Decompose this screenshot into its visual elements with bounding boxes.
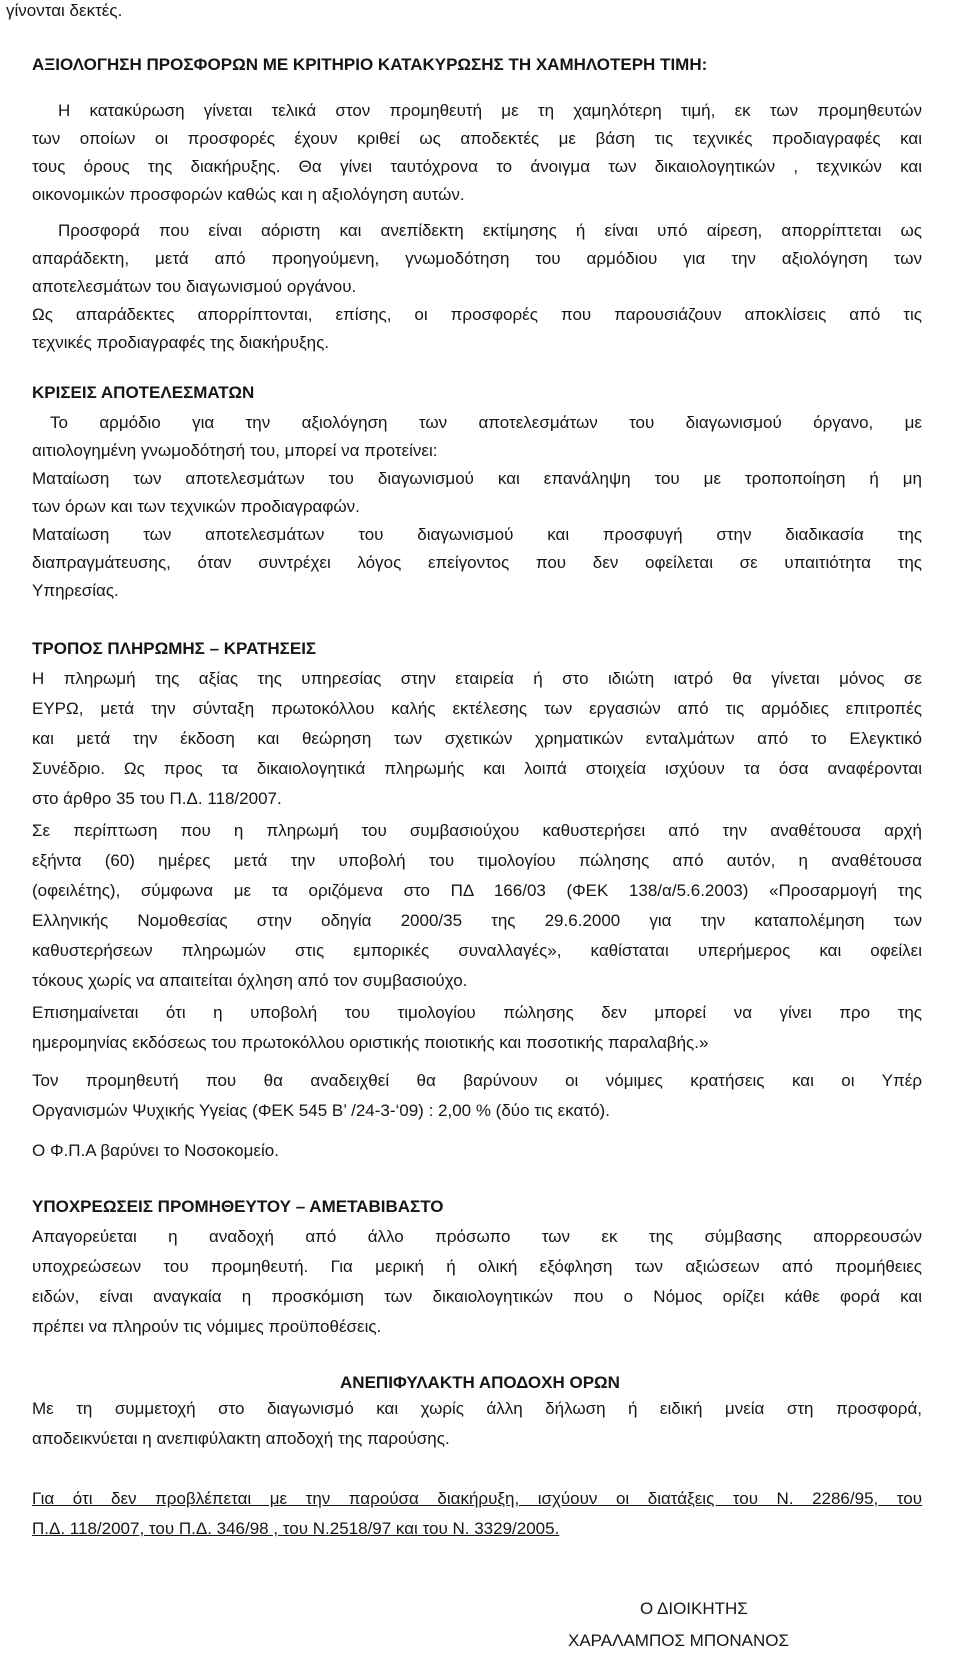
heading-acceptance: ΑΝΕΠΙΦΥΛΑΚΤΗ ΑΠΟΔΟΧΗ ΟΡΩΝ: [340, 1373, 620, 1392]
paragraph-line: και μετά την έκδοση και θεώρηση των σχετικών χρηματικών ενταλμάτων από το Ελεγκτικό: [32, 729, 922, 748]
paragraph-line: υποχρεώσεων του προμηθευτή. Για μερική ή ολική εξόφληση των αξιώσεων από προμήθειες: [32, 1257, 922, 1276]
paragraph-line: Συνέδριο. Ως προς τα δικαιολογητικά πληρωμής και λοιπά στοιχεία ισχύουν τα όσα αναφέρονται: [32, 759, 922, 778]
closing-note-line: Για ότι δεν προβλέπεται με την παρούσα διακήρυξη, ισχύουν οι διατάξεις του Ν. 2286/95, του: [32, 1489, 922, 1508]
paragraph-line: (οφειλέτης), σύμφωνα με τα οριζόμενα στο ΠΔ 166/03 (ΦΕΚ 138/α/5.6.2003) «Προσαρμογή της: [32, 881, 922, 900]
paragraph-line: Επισημαίνεται ότι η υποβολή του τιμολογίου πώλησης δεν μπορεί να γίνει προ της: [32, 1003, 922, 1022]
paragraph-line: των οποίων οι προσφορές έχουν κριθεί ως αποδεκτές με βάση τις τεχνικές προδιαγραφές και: [32, 129, 922, 148]
signature-title: Ο ΔΙΟΙΚΗΤΗΣ: [640, 1599, 748, 1618]
paragraph-line: στο άρθρο 35 του Π.Δ. 118/2007.: [32, 789, 282, 808]
paragraph-line: Ο Φ.Π.Α βαρύνει το Νοσοκομείο.: [32, 1141, 279, 1160]
paragraph-line: ΕΥΡΩ, μετά την σύνταξη πρωτοκόλλου καλής εκτέλεσης των εργασιών από τις αρμόδιες επιτροπές: [32, 699, 922, 718]
paragraph-line: τόκους χωρίς να απαιτείται όχληση από τον συμβασιούχο.: [32, 971, 468, 990]
paragraph-line: τους όρους της διακήρυξης. Θα γίνει ταυτόχρονα το άνοιγμα των δικαιολογητικών , τεχνικών και: [32, 157, 922, 176]
paragraph-line: Ως απαράδεκτες απορρίπτονται, επίσης, οι προσφορές που παρουσιάζουν αποκλίσεις από τις: [32, 305, 922, 324]
paragraph-line: Με τη συμμετοχή στο διαγωνισμό και χωρίς άλλη δήλωση ή ειδική μνεία στη προσφορά,: [32, 1399, 922, 1418]
paragraph-line: αποδεικνύεται η ανεπιφύλακτη αποδοχή της παρούσης.: [32, 1429, 450, 1448]
paragraph-line: Ελληνικής Νομοθεσίας στην οδηγία 2000/35 της 29.6.2000 για την καταπολέμηση των: [32, 911, 922, 930]
heading-lowest-price: ΑΞΙΟΛΟΓΗΣΗ ΠΡΟΣΦΟΡΩΝ ΜΕ ΚΡΙΤΗΡΙΟ ΚΑΤΑΚΥΡΩΣΗΣ ΤΗ ΧΑΜΗΛΟΤΕΡΗ ΤΙΜΗ:: [32, 55, 708, 74]
paragraph-line: ημερομηνίας εκδόσεως του πρωτοκόλλου οριστικής ποιοτικής και ποσοτικής παραλαβής.»: [32, 1033, 709, 1052]
paragraph-line: Οργανισμών Ψυχικής Υγείας (ΦΕΚ 545 Β’ /24-3-‘09) : 2,00 % (δύο τις εκατό).: [32, 1101, 610, 1120]
paragraph-line: καθυστερήσεων πληρωμών στις εμπορικές συναλλαγές», καθίσταται υπερήμερος και οφείλει: [32, 941, 922, 960]
paragraph-line: Σε περίπτωση που η πληρωμή του συμβασιούχου καθυστερήσει από την αναθέτουσα αρχή: [32, 821, 922, 840]
paragraph-line: Απαγορεύεται η αναδοχή από άλλο πρόσωπο των εκ της σύμβασης απορρεουσών: [32, 1227, 922, 1246]
paragraph-line: Προσφορά που είναι αόριστη και ανεπίδεκτη εκτίμησης ή είναι υπό αίρεση, απορρίπτεται ως: [58, 221, 922, 240]
paragraph-line: Ματαίωση των αποτελεσμάτων του διαγωνισμού και προσφυγή στην διαδικασία της: [32, 525, 922, 544]
paragraph-line: των όρων και των τεχνικών προδιαγραφών.: [32, 497, 360, 516]
paragraph-line: εξήντα (60) ημέρες μετά την υποβολή του τιμολογίου πώλησης από αυτόν, η αναθέτουσα: [32, 851, 922, 870]
paragraph-line: ειδών, είναι αναγκαία η προσκόμιση των δικαιολογητικών που ο Νόμος ορίζει κάθε φορά και: [32, 1287, 922, 1306]
intro-tail: γίνονται δεκτές.: [6, 1, 123, 20]
heading-payment: ΤΡΟΠΟΣ ΠΛΗΡΩΜΗΣ – ΚΡΑΤΗΣΕΙΣ: [32, 639, 317, 658]
paragraph-line: απαράδεκτη, μετά από προηγούμενη, γνωμοδότηση του αρμόδιου για την αξιολόγηση των: [32, 249, 922, 268]
paragraph-line: Ματαίωση των αποτελεσμάτων του διαγωνισμού και επανάληψη του με τροποποίηση ή μη: [32, 469, 922, 488]
paragraph-line: Υπηρεσίας.: [32, 581, 119, 600]
signature-name: ΧΑΡΑΛΑΜΠΟΣ ΜΠΟΝΑΝΟΣ: [568, 1631, 789, 1650]
closing-note-line: Π.Δ. 118/2007, του Π.Δ. 346/98 , του Ν.2518/97 και του Ν. 3329/2005.: [32, 1519, 560, 1538]
paragraph-line: διαπραγμάτευσης, όταν συντρέχει λόγος επείγοντος που δεν οφείλεται σε υπαιτιότητα της: [32, 553, 922, 572]
paragraph-line: Η κατακύρωση γίνεται τελικά στον προμηθευτή με τη χαμηλότερη τιμή, εκ των προμηθευτών: [58, 101, 922, 120]
paragraph-line: Η πληρωμή της αξίας της υπηρεσίας στην εταιρεία ή στο ιδιώτη ιατρό θα γίνεται μόνος σε: [32, 669, 922, 688]
paragraph-line: αιτιολογημένη γνωμοδότησή του, μπορεί να προτείνει:: [32, 441, 438, 460]
paragraph-line: πρέπει να πληρούν τις νόμιμες προϋποθέσεις.: [32, 1317, 382, 1336]
paragraph-line: αποτελεσμάτων του διαγωνισμού οργάνου.: [32, 277, 357, 296]
heading-results: ΚΡΙΣΕΙΣ ΑΠΟΤΕΛΕΣΜΑΤΩΝ: [32, 383, 255, 402]
paragraph-line: οικονομικών προσφορών καθώς και η αξιολόγηση αυτών.: [32, 185, 465, 204]
paragraph-line: Το αρμόδιο για την αξιολόγηση των αποτελεσμάτων του διαγωνισμού όργανο, με: [50, 413, 922, 432]
paragraph-line: τεχνικές προδιαγραφές της διακήρυξης.: [32, 333, 329, 352]
heading-obligations: ΥΠΟΧΡΕΩΣΕΙΣ ΠΡΟΜΗΘΕΥΤΟΥ – ΑΜΕΤΑΒΙΒΑΣΤΟ: [32, 1197, 444, 1216]
paragraph-line: Τον προμηθευτή που θα αναδειχθεί θα βαρύνουν οι νόμιμες κρατήσεις και οι Υπέρ: [32, 1071, 922, 1090]
